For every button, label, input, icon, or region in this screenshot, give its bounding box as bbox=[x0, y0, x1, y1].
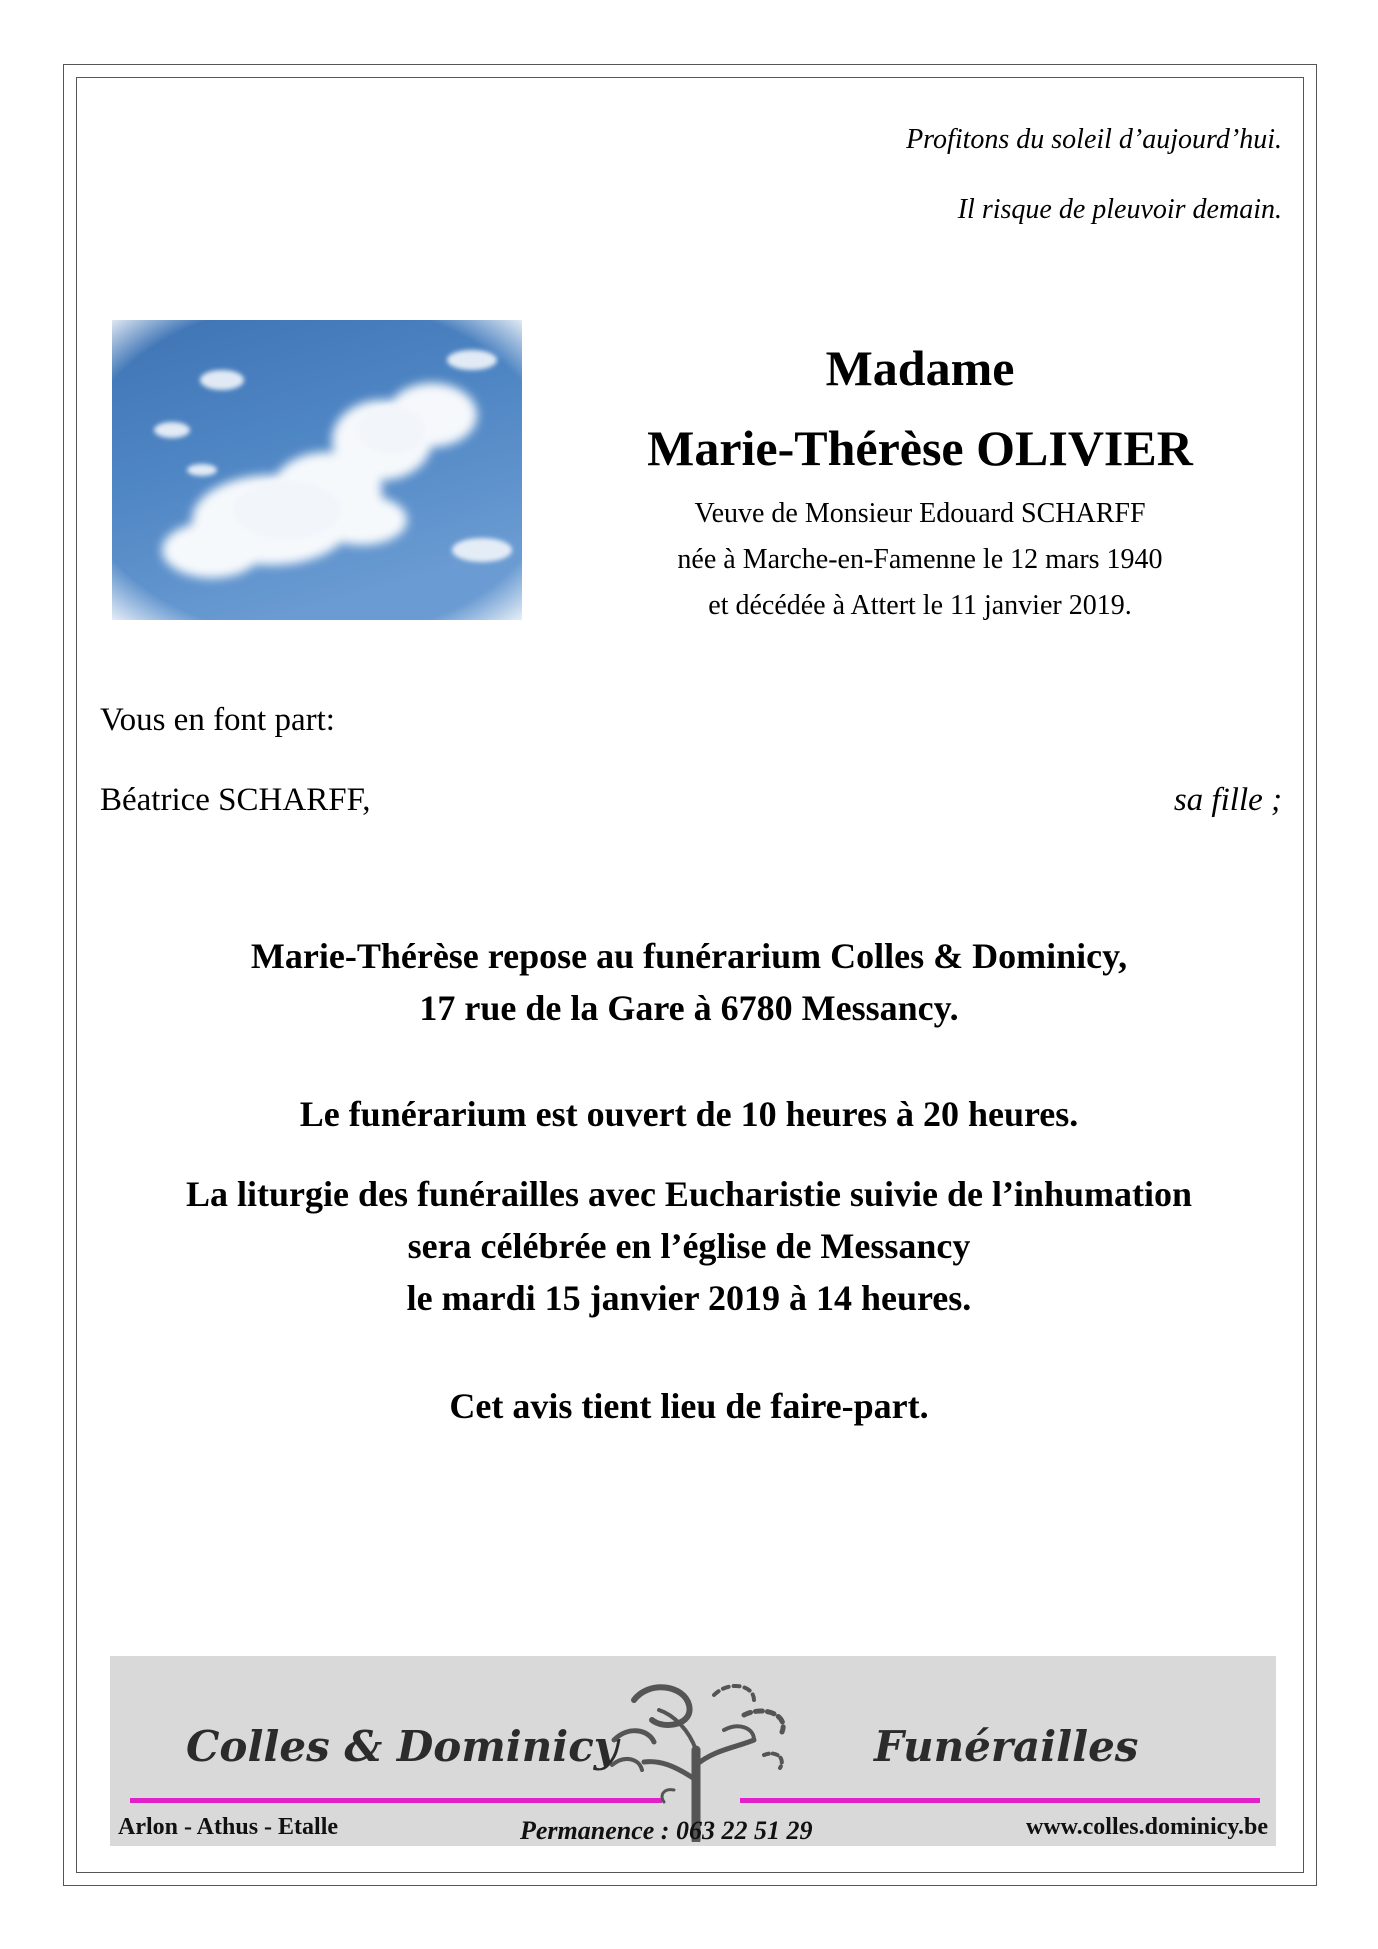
honorific: Madame bbox=[825, 340, 1015, 396]
notice-line: Cet avis tient lieu de faire-part. bbox=[449, 1386, 929, 1426]
announcement-intro: Vous en font part: bbox=[100, 702, 335, 738]
family-member-relation: sa fille ; bbox=[1173, 782, 1282, 818]
locations: Arlon - Athus - Etalle bbox=[118, 1814, 339, 1840]
brand-name: Colles & Dominicy bbox=[186, 1722, 619, 1771]
deceased-name: Marie-Thérèse OLIVIER bbox=[647, 420, 1193, 476]
website: www.colles.dominicy.be bbox=[1025, 1814, 1268, 1840]
funeral-home-banner bbox=[110, 1656, 1276, 1846]
repose-line-1: Marie-Thérèse repose au funérarium Colles & Dominicy, bbox=[250, 936, 1128, 976]
death-info: et décédée à Attert le 11 janvier 2019. bbox=[708, 590, 1132, 621]
widow-of: Veuve de Monsieur Edouard SCHARFF bbox=[694, 498, 1146, 529]
family-member-name: Béatrice SCHARFF, bbox=[100, 782, 371, 818]
brand-tagline: Funérailles bbox=[874, 1722, 1139, 1771]
liturgy-line-3: le mardi 15 janvier 2019 à 14 heures. bbox=[406, 1278, 972, 1318]
accent-line-right bbox=[740, 1798, 1260, 1803]
phone-line: Permanence : 063 22 51 29 bbox=[520, 1816, 813, 1845]
liturgy-line-1: La liturgie des funérailles avec Eucharistie suivie de l’inhumation bbox=[186, 1174, 1192, 1214]
birth-info: née à Marche-en-Famenne le 12 mars 1940 bbox=[677, 544, 1163, 575]
sky-clouds-photo bbox=[112, 320, 522, 620]
opening-hours: Le funérarium est ouvert de 10 heures à 20 heures. bbox=[299, 1094, 1079, 1134]
repose-line-2: 17 rue de la Gare à 6780 Messancy. bbox=[419, 988, 959, 1028]
accent-line-left bbox=[130, 1798, 662, 1803]
sky-clouds-image bbox=[112, 320, 522, 620]
quote-line-2: Il risque de pleuvoir demain. bbox=[957, 194, 1282, 225]
quote-line-1: Profitons du soleil d’aujourd’hui. bbox=[906, 124, 1282, 155]
liturgy-line-2: sera célébrée en l’église de Messancy bbox=[407, 1226, 971, 1266]
